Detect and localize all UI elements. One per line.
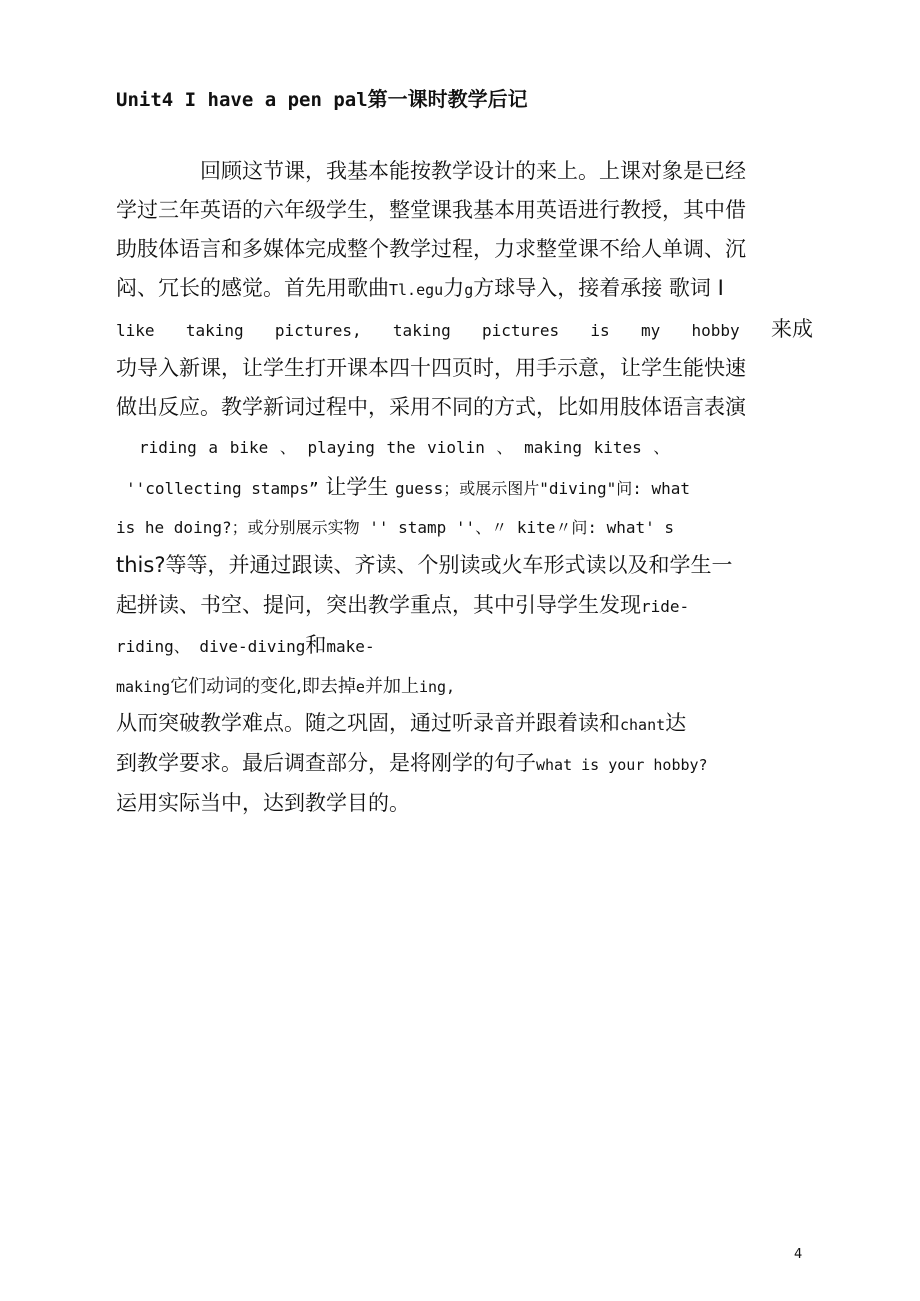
letter-e: e (355, 678, 365, 696)
paragraph-line-12 (116, 590, 689, 622)
line-9-guess: guess；或展示图片"diving"问: what (395, 479, 691, 498)
paragraph-line-17: 运用实际当中，达到教学目的。 (116, 791, 410, 815)
paragraph-line-4 (116, 273, 724, 305)
paragraph-line-16 (116, 748, 708, 780)
paragraph-line-2: 学过三年英语的六年级学生，整堂课我基本用英语进行教授，其中借 (116, 198, 746, 222)
paragraph-line-11: this?等等，并通过跟读、齐读、个别读或火车形式读以及和学生一 (116, 553, 733, 577)
lyric-word-5: pictures (482, 321, 560, 340)
make-text: make- (326, 637, 375, 656)
line-4-text-c: 方球导入，接着承接 歌词 I (473, 276, 724, 300)
line-14-text-a: 它们动词的变化,即去掉 (170, 676, 356, 697)
line-10-text: is he doing?；或分别展示实物 '' stamp ''、〃 kite〃问: what' s (116, 518, 675, 537)
hobby-question: what is your hobby? (536, 756, 708, 774)
chant-text: chant (620, 716, 666, 734)
paragraph-line-5 (116, 314, 813, 346)
lyric-word-7: my (640, 321, 661, 340)
paragraph-line-1: 回顾这节课，我基本能按教学设计的来上。上课对象是已经 (200, 159, 746, 183)
paragraph-line-6: 功导入新课，让学生打开课本四十四页时，用手示意，让学生能快速 (116, 356, 746, 380)
making-text: making (116, 678, 171, 696)
lyric-word-2: taking (185, 321, 244, 340)
paragraph-line-10 (116, 511, 674, 543)
song-title-part-2: g (464, 281, 474, 299)
ing-text: ing, (418, 678, 456, 696)
lyric-word-4: taking (392, 321, 451, 340)
line-16-text: 到教学要求。最后调查部分，是将刚学的句子 (116, 751, 536, 775)
paragraph-line-3: 助肢体语言和多媒体完成整个教学过程，力求整堂课不给人单调、沉 (116, 237, 746, 261)
line-5-tail: 来成 (770, 317, 813, 341)
lyric-word-1: like (116, 321, 155, 340)
line-12-text: 起拼读、书空、提问，突出教学重点，其中引导学生发现 (116, 593, 641, 617)
riding-diving-text: riding、 dive-diving (116, 637, 306, 656)
lyric-word-3: pictures, (274, 321, 362, 340)
line-15-text-a: 从而突破教学难点。随之巩固，通过听录音并跟着读和 (116, 711, 620, 735)
collecting-stamps-text: ''collecting stamps” (126, 479, 319, 498)
ride-text: ride- (641, 597, 690, 616)
line-4-text-b: 力 (443, 276, 465, 300)
lyric-word-6: is (590, 321, 610, 340)
page-number: 4 (794, 1247, 803, 1262)
song-title-part-1: Tl.egu (389, 281, 444, 299)
paragraph-line-8: riding a bike 、 playing the violin 、 making kites 、 (139, 438, 670, 457)
document-title (116, 83, 528, 112)
line-9-text: 让学生 (325, 475, 389, 499)
title-unit: Unit4 I have a pen pal (116, 89, 368, 111)
paragraph-line-15 (116, 708, 686, 740)
paragraph-line-9 (126, 472, 690, 504)
paragraph-line-7: 做出反应。教学新词过程中，采用不同的方式，比如用肢体语言表演 (116, 395, 746, 419)
line-14-text-b: 并加上 (364, 676, 419, 697)
paragraph-line-14 (116, 670, 455, 702)
title-subtitle: 第一课时教学后记 (367, 87, 528, 111)
line-15-text-b: 达 (665, 711, 687, 735)
paragraph-line-13 (116, 630, 375, 662)
lyric-word-8: hobby (691, 321, 740, 340)
and-text: 和 (305, 633, 327, 657)
line-4-text-a: 闷、冗长的感觉。首先用歌曲 (116, 276, 389, 300)
